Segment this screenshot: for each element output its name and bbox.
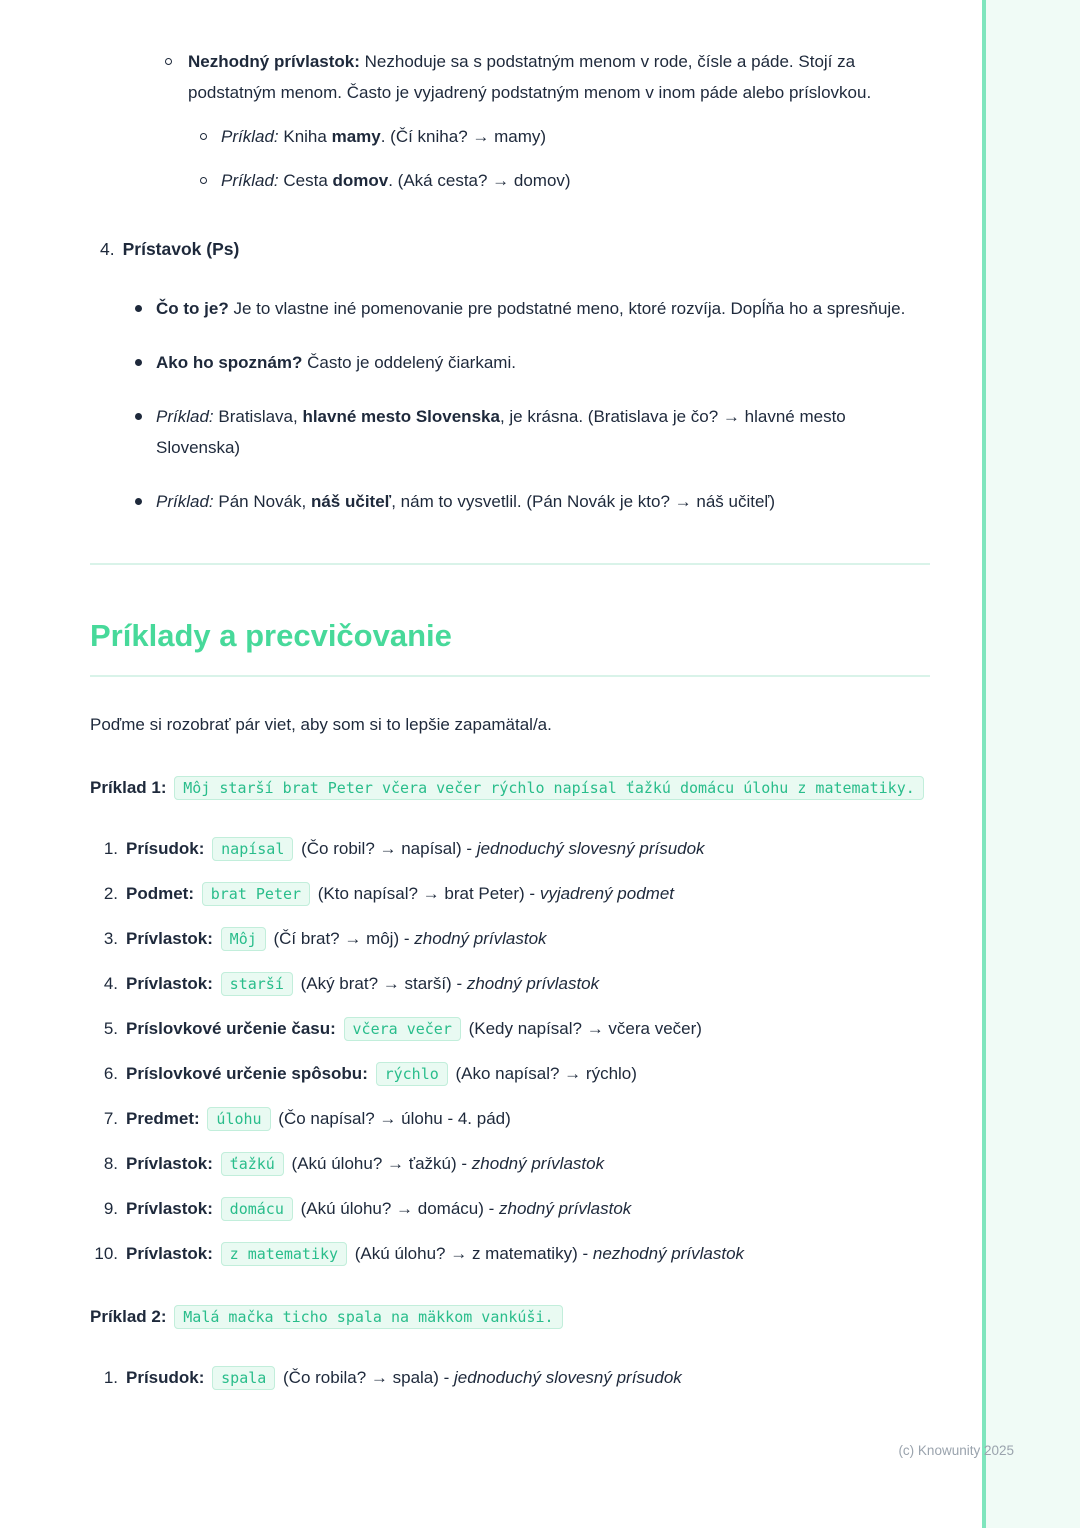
bullet-text [156, 486, 930, 517]
text-segment: nezhodný prívlastok [592, 1244, 745, 1263]
analysis-item [90, 1059, 930, 1089]
text-segment [213, 929, 218, 948]
text-segment: Podmet: [126, 884, 194, 903]
section-heading-pristavok [100, 234, 930, 265]
item-text [126, 834, 930, 864]
bullet-item-priklad-kniha [90, 121, 930, 152]
analysis-list-1 [90, 834, 930, 1269]
text-segment: Často je oddelený čiarkami. [302, 353, 516, 372]
text-segment [167, 1307, 172, 1326]
item-text [126, 1014, 930, 1044]
text-segment: Príklad 1: [90, 778, 167, 797]
bullet-text [221, 121, 930, 152]
item-number: 10. [94, 1244, 118, 1263]
text-segment: , je krásna. (Bratislava je čo? → hlavné mesto Slovenska) [156, 407, 846, 457]
text-segment: (Čo robil? → napísal) - [296, 839, 477, 858]
code-chip: spala [212, 1366, 275, 1390]
code-chip: napísal [212, 837, 293, 861]
text-segment [204, 839, 209, 858]
text-segment: Pán Novák, [213, 492, 311, 511]
text-segment: zhodný prívlastok [499, 1199, 632, 1218]
text-segment: Príklad: [156, 407, 214, 426]
text-segment: Prívlastok: [126, 1154, 213, 1173]
text-segment: Prísudok: [126, 839, 205, 858]
item-number: 1. [103, 1368, 118, 1387]
text-segment [200, 1109, 205, 1128]
analysis-item [90, 1239, 930, 1269]
text-segment: Prívlastok: [126, 1199, 213, 1218]
text-segment [213, 1244, 218, 1263]
text-segment: jednoduchý slovesný prísudok [476, 839, 705, 858]
text-segment: . (Čí kniha? → mamy) [380, 127, 547, 146]
text-segment: (Ako napísal? → rýchlo) [450, 1064, 637, 1083]
section-divider [90, 563, 930, 565]
text-segment: , nám to vysvetlil. (Pán Novák je kto? → náš učiteľ) [391, 492, 776, 511]
item-text [126, 1104, 930, 1134]
text-segment: Ako ho spoznám? [156, 353, 303, 372]
text-segment: Prívlastok: [126, 929, 213, 948]
text-segment: Prísudok: [126, 1368, 205, 1387]
item-number: 5. [103, 1019, 118, 1038]
item-text [126, 969, 930, 999]
text-segment: zhodný prívlastok [471, 1154, 605, 1173]
text-segment [194, 884, 199, 903]
item-text [126, 1059, 930, 1089]
item-text [126, 1363, 930, 1393]
code-chip: rýchlo [376, 1062, 448, 1086]
circle-bullet-icon [200, 133, 207, 140]
bullet-text [156, 293, 930, 324]
bullet-item-nezhodny-privlastok [90, 46, 930, 108]
text-segment: (Čo robila? → spala) - [278, 1368, 455, 1387]
disc-bullet-icon [135, 359, 142, 366]
bullet-item-ako-ho-spoznam [90, 347, 930, 378]
text-segment: (Aký brat? → starší) - [295, 974, 467, 993]
text-segment [213, 974, 218, 993]
code-chip: Môj [221, 927, 266, 951]
text-segment [336, 1019, 341, 1038]
text-segment: (Kedy napísal? → včera večer) [463, 1019, 702, 1038]
analysis-item [90, 924, 930, 954]
analysis-item [90, 879, 930, 909]
text-segment: Bratislava, [213, 407, 303, 426]
text-segment: Prívlastok: [126, 974, 213, 993]
text-segment: jednoduchý slovesný prísudok [454, 1368, 682, 1387]
item-number: 3. [103, 929, 118, 948]
text-segment: Je to vlastne iné pomenovanie pre podstatné meno, ktoré rozvíja. Dopĺňa ho a spresňuje. [228, 299, 906, 318]
text-segment: Príslovkové určenie času: [126, 1019, 336, 1038]
text-segment: (Čí brat? → môj) - [268, 929, 415, 948]
bullet-item-priklad-bratislava [90, 401, 930, 463]
text-segment [213, 1154, 218, 1173]
section-number: 4. [100, 239, 115, 259]
text-segment: hlavné mesto Slovenska [302, 407, 500, 426]
analysis-item [90, 969, 930, 999]
text-segment: mamy [331, 127, 381, 146]
item-number: 2. [103, 884, 118, 903]
text-segment: Predmet: [126, 1109, 200, 1128]
analysis-item [90, 1363, 930, 1393]
text-segment: náš učiteľ [310, 492, 392, 511]
text-segment [167, 778, 172, 797]
text-segment: Nezhodný prívlastok: [188, 52, 360, 71]
text-segment: zhodný prívlastok [414, 929, 547, 948]
text-segment: . (Aká cesta? → domov) [388, 171, 571, 190]
code-chip: ťažkú [221, 1152, 284, 1176]
bullet-item-co-to-je [90, 293, 930, 324]
analysis-item [90, 1014, 930, 1044]
text-segment: (Akú úlohu? → domácu) - [295, 1199, 500, 1218]
disc-bullet-icon [135, 498, 142, 505]
analysis-item [90, 1149, 930, 1179]
copyright-credit: (c) Knowunity 2025 [898, 1443, 1014, 1458]
text-segment: Poďme si rozobrať pár viet, aby som si to lepšie zapamätal/a. [90, 715, 552, 734]
disc-bullet-icon [135, 413, 142, 420]
item-number: 7. [103, 1109, 118, 1128]
text-segment [204, 1368, 209, 1387]
text-segment: Príklad: [221, 127, 279, 146]
bullet-item-priklad-cesta [90, 165, 930, 196]
item-number: 9. [103, 1199, 118, 1218]
code-chip: brat Peter [202, 882, 310, 906]
text-segment: zhodný prívlastok [466, 974, 600, 993]
text-segment [368, 1064, 373, 1083]
analysis-item [90, 1104, 930, 1134]
code-chip: Môj starší brat Peter včera večer rýchlo napísal ťažkú domácu úlohu z matematiky. [174, 776, 924, 800]
item-text [126, 1194, 930, 1224]
analysis-list-2 [90, 1363, 930, 1393]
bullet-text [188, 46, 930, 108]
item-text [126, 1239, 930, 1269]
code-chip: Malá mačka ticho spala na mäkkom vankúši. [174, 1305, 562, 1329]
section-title: Prístavok (Ps) [122, 239, 240, 259]
text-segment: domov [332, 171, 389, 190]
code-chip: včera večer [344, 1017, 461, 1041]
text-segment: Cesta [278, 171, 333, 190]
text-segment: vyjadrený podmet [539, 884, 674, 903]
text-segment: (Akú úlohu? → z matematiky) - [350, 1244, 593, 1263]
item-number: 4. [103, 974, 118, 993]
item-text [126, 1149, 930, 1179]
page-title: Príklady a precvičovanie [90, 617, 930, 677]
item-number: 8. [103, 1154, 118, 1173]
item-number: 6. [103, 1064, 118, 1083]
analysis-item [90, 1194, 930, 1224]
code-chip: z matematiky [221, 1242, 347, 1266]
text-segment: Prívlastok: [126, 1244, 213, 1263]
text-segment: (Kto napísal? → brat Peter) - [313, 884, 540, 903]
text-segment: (Akú úlohu? → ťažkú) - [286, 1154, 472, 1173]
text-segment: Príslovkové určenie spôsobu: [126, 1064, 368, 1083]
bullet-text [156, 347, 930, 378]
intro-paragraph [90, 709, 930, 740]
text-segment: Príklad: [156, 492, 214, 511]
bullet-item-priklad-pan-novak [90, 486, 930, 517]
item-text [126, 924, 930, 954]
disc-bullet-icon [135, 305, 142, 312]
text-segment [213, 1199, 218, 1218]
example-1-sentence [90, 768, 930, 808]
analysis-item [90, 834, 930, 864]
text-segment: Príklad 2: [90, 1307, 167, 1326]
text-segment: Príklad: [221, 171, 279, 190]
code-chip: úlohu [207, 1107, 270, 1131]
bullet-text [221, 165, 930, 196]
text-segment: Čo to je? [156, 299, 229, 318]
item-text [126, 879, 930, 909]
circle-bullet-icon [200, 177, 207, 184]
text-segment: Kniha [278, 127, 332, 146]
example-2-sentence [90, 1297, 930, 1337]
text-segment: Nezhoduje sa s podstatným menom v rode, čísle a páde. Stojí za podstatným menom. Často je vyjadrený podstatným menom v inom páde alebo príslovkou. [188, 52, 872, 102]
bullet-text [156, 401, 930, 463]
circle-bullet-icon [165, 58, 172, 65]
text-segment: (Čo napísal? → úlohu - 4. pád) [273, 1109, 511, 1128]
code-chip: starší [221, 972, 293, 996]
item-number: 1. [103, 839, 118, 858]
code-chip: domácu [221, 1197, 293, 1221]
